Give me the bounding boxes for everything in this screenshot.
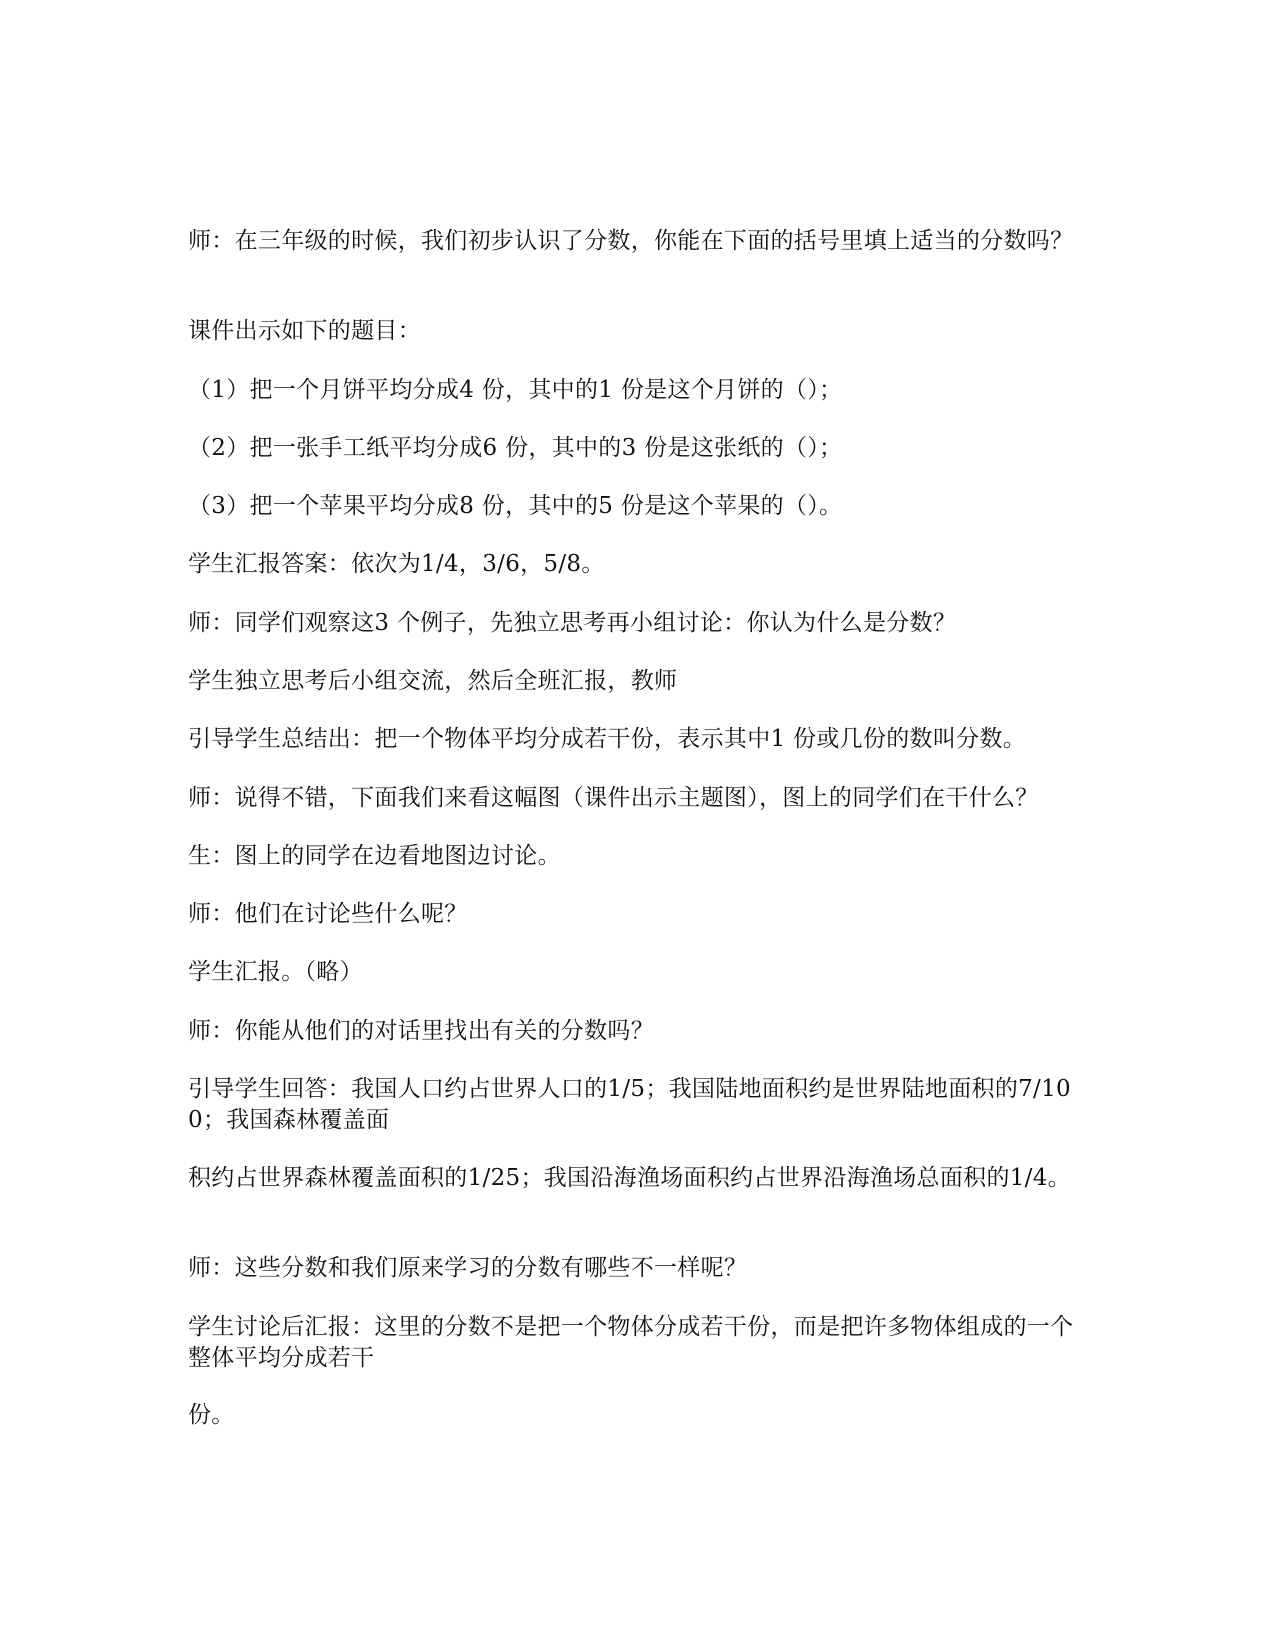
paragraph-19: 份。 [188,1402,235,1428]
paragraph-15: 引导学生回答：我国人口约占世界人口的1/5；我国陆地面积约是世界陆地面积的7/100；我国森林覆盖面 [188,1076,1071,1133]
paragraph-12: 师：他们在讨论些什么呢？ [188,901,468,927]
paragraph-11: 生：图上的同学在边看地图边讨论。 [188,843,561,869]
paragraph-6: 学生汇报答案：依次为1/4，3/6，5/8。 [188,551,605,577]
paragraph-7: 师：同学们观察这3 个例子，先独立思考再小组讨论：你认为什么是分数？ [188,610,957,636]
paragraph-3: （1）把一个月饼平均分成4 份，其中的1 份是这个月饼的（）； [188,377,843,403]
paragraph-1: 师：在三年级的时候，我们初步认识了分数，你能在下面的括号里填上适当的分数吗？ [188,228,1074,254]
paragraph-10: 师：说得不错，下面我们来看这幅图（课件出示主题图），图上的同学们在干什么？ [188,785,1039,811]
paragraph-4: （2）把一张手工纸平均分成6 份，其中的3 份是这张纸的（）； [188,435,843,461]
paragraph-17: 师：这些分数和我们原来学习的分数有哪些不一样呢？ [188,1255,748,1281]
paragraph-13: 学生汇报。（略） [188,959,363,985]
paragraph-14: 师：你能从他们的对话里找出有关的分数吗？ [188,1018,654,1044]
paragraph-9: 引导学生总结出：把一个物体平均分成若干份，表示其中1 份或几份的数叫分数。 [188,726,1027,752]
paragraph-5: （3）把一个苹果平均分成8 份，其中的5 份是这个苹果的（）。 [188,493,843,519]
paragraph-16: 积约占世界森林覆盖面积的1/25；我国沿海渔场面积约占世界沿海渔场总面积的1/4。 [188,1165,1071,1191]
paragraph-2: 课件出示如下的题目： [188,318,421,344]
paragraph-8: 学生独立思考后小组交流，然后全班汇报，教师 [188,668,678,694]
paragraph-18: 学生讨论后汇报：这里的分数不是把一个物体分成若干份，而是把许多物体组成的一个整体平均分成若干 [188,1314,1074,1371]
